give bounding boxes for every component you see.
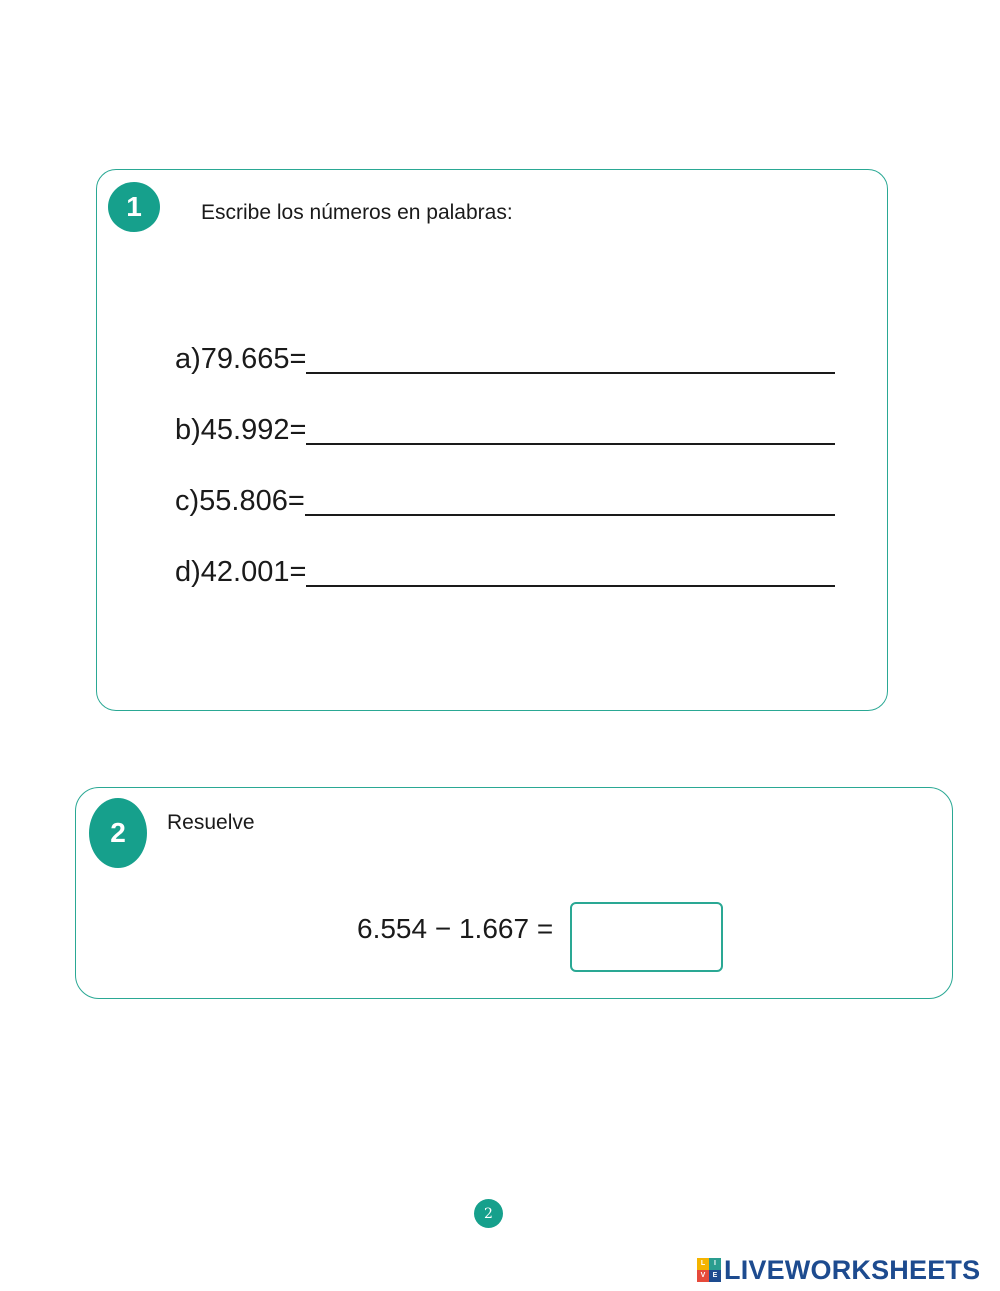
item-b-label: b)45.992= <box>175 414 307 446</box>
subtraction-equation: 6.554 − 1.667 = <box>357 913 554 944</box>
item-c-label: c)55.806= <box>175 485 305 517</box>
exercise-1-item-a <box>175 340 835 380</box>
item-c-answer-line[interactable] <box>305 513 835 516</box>
item-a-answer-line[interactable] <box>306 371 835 374</box>
logo-tile-e: E <box>709 1270 721 1282</box>
item-b-answer-line[interactable] <box>306 442 835 445</box>
liveworksheets-brand <box>697 1254 980 1286</box>
brand-name: LIVEWORKSHEETS <box>724 1254 981 1285</box>
exercise-1-item-c <box>175 482 835 522</box>
item-d-label: d)42.001= <box>175 556 307 588</box>
logo-tile-v: V <box>697 1270 709 1282</box>
page-number-badge: 2 <box>474 1199 503 1228</box>
exercise-2-number-badge: 2 <box>89 798 147 868</box>
answer-input-box[interactable] <box>570 902 723 972</box>
exercise-2-instruction: Resuelve <box>167 811 255 834</box>
item-d-answer-line[interactable] <box>306 584 835 587</box>
exercise-1-instruction: Escribe los números en palabras: <box>201 201 513 224</box>
exercise-1-item-b <box>175 411 835 451</box>
logo-tile-l: L <box>697 1258 709 1270</box>
liveworksheets-logo-icon <box>697 1258 721 1282</box>
logo-tile-i: I <box>709 1258 721 1270</box>
exercise-1-number-badge: 1 <box>108 182 160 232</box>
exercise-1-item-d <box>175 553 835 593</box>
item-a-label: a)79.665= <box>175 343 307 375</box>
